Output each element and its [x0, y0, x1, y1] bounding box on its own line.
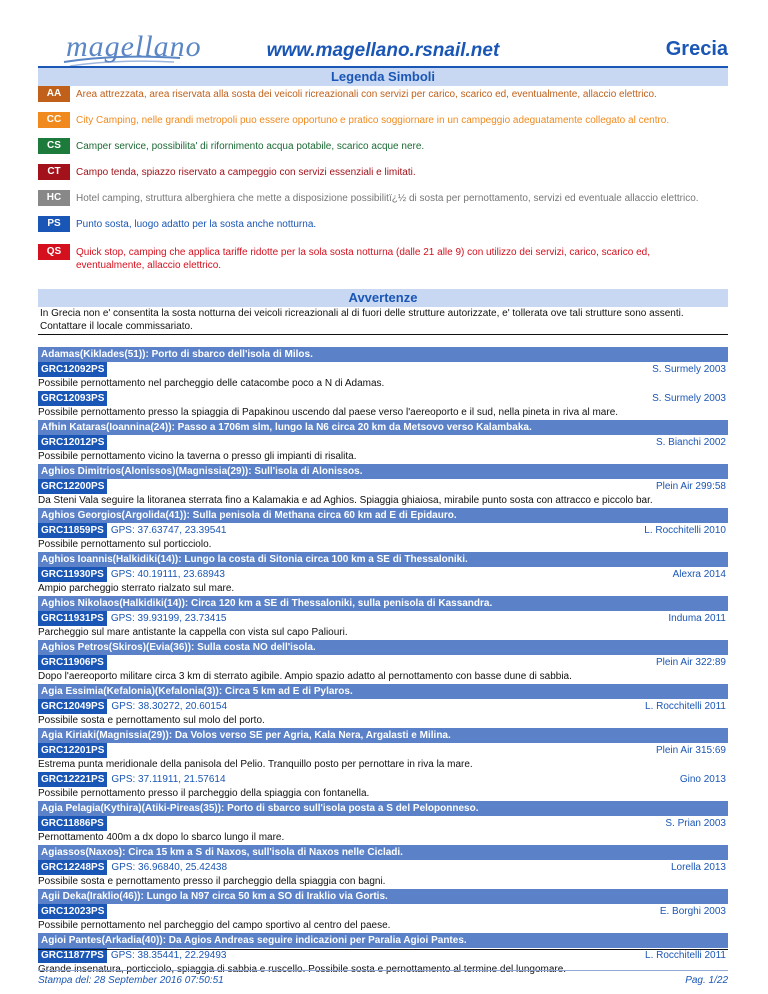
- entry-code: GRC12012PS: [38, 435, 107, 450]
- location-header: Aghios Nikolaos(Halkidiki(14)): Circa 120 km a SE di Thessaloniki, sulla penisola di Kassandra.: [38, 596, 728, 611]
- location-header: Aghios Georgios(Argolida(41)): Sulla penisola di Methana circa 60 km ad E di Epidauro.: [38, 508, 728, 523]
- entry-description: Da Steni Vala seguire la litoranea sterrata fino a Kalamakia e ad Aghios. Spiaggia ghiaiosa, mirabile punto sosta con attracco e piccolo bar.: [38, 495, 653, 506]
- entry-source: Lorella 2013: [670, 862, 726, 873]
- entry-code: GRC12248PS: [38, 860, 107, 875]
- entry-source: S. Surmely 2003: [652, 364, 726, 375]
- entry-description: Possibile pernottamento sul porticciolo.: [38, 539, 212, 550]
- entry-source: S. Surmely 2003: [652, 393, 726, 404]
- entry-row: [38, 904, 728, 919]
- location-header: Aghios Dimitrios(Alonissos)(Magnissia(29)): Sull'isola di Alonissos.: [38, 464, 728, 479]
- entry-source: Plein Air 315:69: [655, 745, 726, 756]
- legend-code-badge: CT: [38, 164, 70, 180]
- entry-source: L. Rocchitelli 2010: [644, 525, 726, 536]
- entry-description: Possibile sosta e pernottamento presso il parcheggio della spiaggia con bagni.: [38, 876, 386, 887]
- entry-source: S. Prian 2003: [665, 818, 726, 829]
- legend-code-badge: QS: [38, 244, 70, 260]
- entry-source: Gino 2013: [679, 774, 726, 785]
- entry-code: GRC11906PS: [38, 655, 107, 670]
- entry-row: [38, 948, 728, 963]
- entry-row: [38, 772, 728, 787]
- location-header: Adamas(Kiklades(51)): Porto di sbarco dell'isola di Milos.: [38, 347, 728, 362]
- entry-code: GRC12201PS: [38, 743, 107, 758]
- entry-code: GRC12049PS: [38, 699, 107, 714]
- legend-description: Campo tenda, spiazzo riservato a campeggio con servizi essenziali e limitati.: [76, 167, 416, 178]
- entry-source: Induma 2011: [668, 613, 726, 624]
- entry-row: [38, 611, 728, 626]
- legend-description: Hotel camping, struttura alberghiera che mette a disposizione possibilitï¿½ di sosta per pernottamento, servizi ed eventuale allaccio elettrico.: [76, 193, 699, 204]
- entry-code: GRC11877PS: [38, 948, 107, 963]
- legend-code-badge: PS: [38, 216, 70, 232]
- entry-gps: GPS: 38.30272, 20.60154: [111, 701, 228, 712]
- list-end-divider: [38, 949, 728, 950]
- entry-code: GRC11859PS: [38, 523, 107, 538]
- entry-description: Parcheggio sul mare antistante la cappella con vista sul capo Paliouri.: [38, 627, 348, 638]
- entry-code: GRC12092PS: [38, 362, 107, 377]
- entry-description: Possibile pernottamento presso la spiaggia di Papakinou uscendo dal paese verso l'aereoporto e il sud, nella pineta in riva al mare.: [38, 407, 619, 418]
- entry-description: Possibile sosta e pernottamento sul molo del porto.: [38, 715, 265, 726]
- entry-row: [38, 362, 728, 377]
- entry-source: Plein Air 322:89: [655, 657, 726, 668]
- entry-gps: GPS: 39.93199, 23.73415: [110, 613, 227, 624]
- legend-code-badge: CC: [38, 112, 70, 128]
- location-header: Agiassos(Naxos): Circa 15 km a S di Naxos, sull'isola di Naxos nelle Cicladi.: [38, 845, 728, 860]
- location-header: Agia Pelagia(Kythira)(Atiki-Pireas(35)): Porto di sbarco sull'isola posta a S del Peloponneso.: [38, 801, 728, 816]
- legend-description: City Camping, nelle grandi metropoli puo essere opportuno e pratico soggiornare in un campeggio adeguatamente collegato al centro.: [76, 115, 670, 126]
- legend-code-badge: HC: [38, 190, 70, 206]
- entry-code: GRC11930PS: [38, 567, 107, 582]
- entry-row: [38, 523, 728, 538]
- entry-code: GRC12221PS: [38, 772, 107, 787]
- legend-code-badge: AA: [38, 86, 70, 102]
- page-number: Pag. 1/22: [685, 975, 728, 986]
- entry-source: L. Rocchitelli 2011: [645, 701, 726, 712]
- location-header: Aghios Petros(Skiros)(Evia(36)): Sulla costa NO dell'isola.: [38, 640, 728, 655]
- entry-row: [38, 860, 728, 875]
- legend-description: Quick stop, camping che applica tariffe ridotte per la sola sosta notturna (dalle 21 alle 9) con utilizzo dei servizi, carico, scarico ed, eventualmente, allaccio elettrico.: [76, 247, 650, 271]
- legend-description: Camper service, possibilita' di rifornimento acqua potabile, scarico acque nere.: [76, 141, 425, 152]
- legend-description: Area attrezzata, area riservata alla sosta dei veicoli ricreazionali con servizi per carico, scarico ed, eventualmente, allaccio elettrico.: [76, 89, 657, 100]
- entry-gps: GPS: 37.11911, 21.57614: [111, 774, 226, 785]
- legend-description: Punto sosta, luogo adatto per la sosta anche notturna.: [76, 219, 317, 230]
- page-header: [38, 28, 728, 68]
- location-header: Afhin Kataras(Ioannina(24)): Passo a 1706m slm, lungo la N6 circa 20 km da Metsovo verso Kalambaka.: [38, 420, 728, 435]
- entry-code: GRC11886PS: [38, 816, 107, 831]
- location-header: Aghios Ioannis(Halkidiki(14)): Lungo la costa di Sitonia circa 100 km a SE di Thessaloniki.: [38, 552, 728, 567]
- entry-gps: GPS: 38.35441, 22.29493: [110, 950, 227, 961]
- country-title: Grecia: [665, 38, 728, 60]
- entry-code: GRC12200PS: [38, 479, 107, 494]
- footer-divider: [38, 970, 728, 971]
- entry-description: Pernottamento 400m a dx dopo lo sbarco lungo il mare.: [38, 832, 285, 843]
- entry-gps: GPS: 37.63747, 23.39541: [110, 525, 227, 536]
- logo-text: magellano: [66, 30, 202, 63]
- locations-list: [38, 346, 728, 977]
- entry-row: [38, 743, 728, 758]
- legend-title: Legenda Simboli: [38, 68, 728, 86]
- entry-code: GRC12093PS: [38, 391, 107, 406]
- warnings-title: Avvertenze: [38, 289, 728, 307]
- warnings-divider: [38, 334, 728, 335]
- entry-description: Ampio parcheggio sterrato rialzato sul mare.: [38, 583, 235, 594]
- location-header: Agioi Pantes(Arkadia(40)): Da Agios Andreas seguire indicazioni per Paralia Agioi Pantes.: [38, 933, 728, 948]
- entry-row: [38, 567, 728, 582]
- entry-source: L. Rocchitelli 2011: [645, 950, 726, 961]
- entry-source: Alexra 2014: [672, 569, 726, 580]
- entry-description: Estrema punta meridionale della panisola del Pelio. Tranquillo posto per pernottare in riva la mare.: [38, 759, 473, 770]
- entry-source: E. Borghi 2003: [659, 906, 726, 917]
- print-date: Stampa del: 28 September 2016 07:50:51: [38, 975, 224, 986]
- entry-code: GRC11931PS: [38, 611, 107, 626]
- entry-source: S. Bianchi 2002: [655, 437, 726, 448]
- entry-row: [38, 391, 728, 406]
- site-url: www.magellano.rsnail.net: [266, 40, 500, 61]
- entry-row: [38, 699, 728, 714]
- entry-row: [38, 655, 728, 670]
- location-header: Agii Deka(Iraklio(46)): Lungo la N97 circa 50 km a SO di Iraklio via Gortis.: [38, 889, 728, 904]
- entry-description: Possibile pernottamento presso il parcheggio della spiaggia con fontanella.: [38, 788, 370, 799]
- entry-description: Possibile pernottamento nel parcheggio delle catacombe poco a N di Adamas.: [38, 378, 385, 389]
- entry-description: Possibile pernottamento nel parcheggio del campo sportivo al centro del paese.: [38, 920, 391, 931]
- entry-code: GRC12023PS: [38, 904, 107, 919]
- entry-source: Plein Air 299:58: [655, 481, 726, 492]
- warnings-text: In Grecia non e' consentita la sosta notturna dei veicoli ricreazionali al di fuori delle strutture autorizzate, e' tollerata ove tali strutture sono assenti. Contattare il locale commissariato.: [40, 308, 684, 332]
- legend-code-badge: CS: [38, 138, 70, 154]
- entry-row: [38, 816, 728, 831]
- entry-gps: GPS: 36.96840, 25.42438: [111, 862, 228, 873]
- entry-gps: GPS: 40.19111, 23.68943: [110, 569, 225, 580]
- entry-description: Dopo l'aereoporto militare circa 3 km di sterrato agibile. Ampio spazio adatto al pernottamento con basse dune di sabbia.: [38, 671, 572, 682]
- entry-row: [38, 435, 728, 450]
- entry-row: [38, 479, 728, 494]
- location-header: Agia Essimia(Kefalonia)(Kefalonia(3)): Circa 5 km ad E di Pylaros.: [38, 684, 728, 699]
- location-header: Agia Kiriaki(Magnissia(29)): Da Volos verso SE per Agria, Kala Nera, Argalasti e Milina.: [38, 728, 728, 743]
- entry-description: Possibile pernottamento vicino la taverna o presso gli impianti di risalita.: [38, 451, 357, 462]
